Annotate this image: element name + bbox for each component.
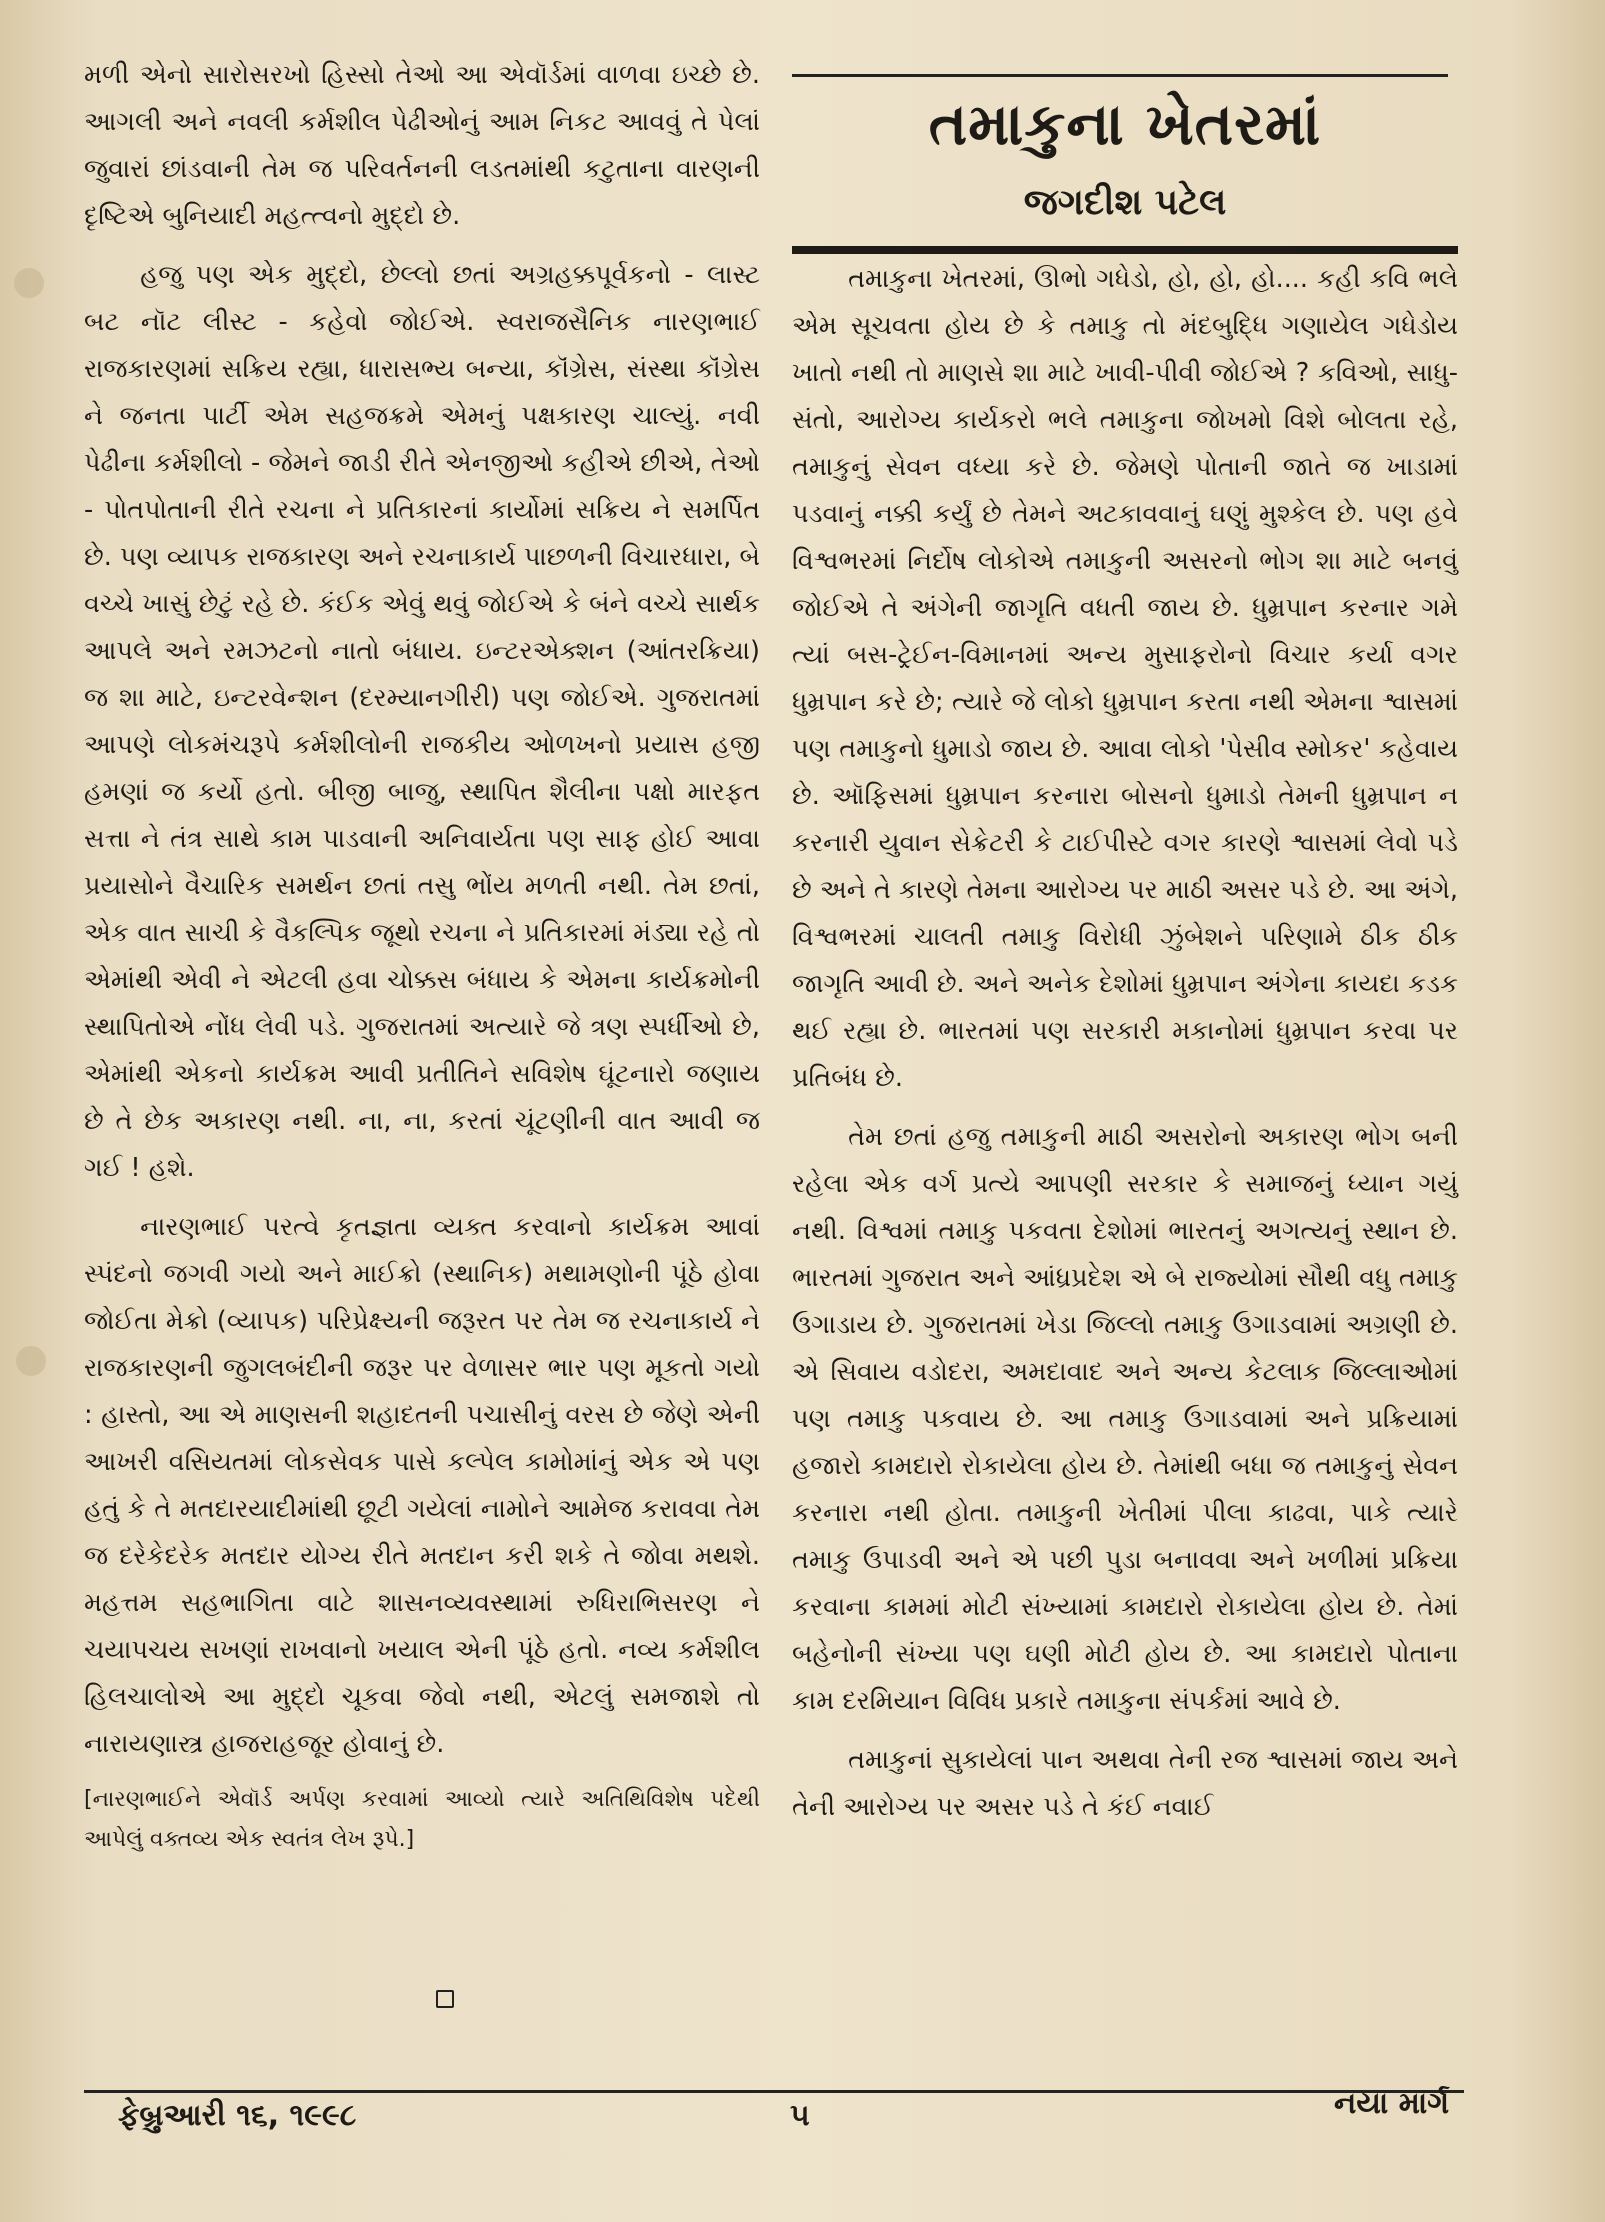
punch-hole [14, 268, 44, 298]
punch-hole [16, 1346, 46, 1376]
article-author: જગદીશ પટેલ [1023, 182, 1227, 223]
editorial-note: [નારણભાઈને એવૉર્ડ અર્પણ કરવામાં આવ્યો ત્યારે અતિથિવિશેષ પદેથી આપેલું વક્તવ્ય એક સ્વતંત્ર લેખ રૂપે.] [84, 1787, 760, 1852]
magazine-name: નયા માર્ગ [1334, 2086, 1450, 2121]
article-end-mark [436, 1990, 454, 2008]
footer-rule [84, 2090, 1464, 2093]
right-column [792, 232, 1458, 1843]
left-column [84, 52, 760, 1872]
left-paragraph-3: નારણભાઈ પરત્વે કૃતજ્ઞતા વ્યક્ત કરવાનો કાર્યક્રમ આવાં સ્પંદનો જગવી ગયો અને માઈક્રો (સ્થાનિક) મથામણોની પૂંઠે હોવા જોઈતા મેક્રો (વ્યાપક) પરિપ્રેક્ષ્યની જરૂરત પર તેમ જ રચનાકાર્ય ને રાજકારણની જુગલબંદીની જરૂર પર વેળાસર ભાર પણ મૂકતો ગયો : હાસ્તો, આ એ માણસની શહાદતની પચાસીનું વરસ છે જેણે એની આખરી વસિયતમાં લોકસેવક પાસે કલ્પેલ કામોમાંનું એક એ પણ હતું કે તે મતદારયાદીમાંથી છૂટી ગયેલાં નામોને આમેજ કરાવવા તેમ જ દરેકેદરેક મતદાર યોગ્ય રીતે મતદાન કરી શકે તે જોવા મથશે. મહત્તમ સહભાગિતા વાટે શાસનવ્યવસ્થામાં રુધિરાભિસરણ ને ચયાપચય સખણાં રાખવાનો ખયાલ એની પૂંઠે હતો. નવ્ય કર્મશીલ હિલચાલોએ આ મુદ્દો ચૂકવા જેવો નથી, એટલું સમજાશે તો નારાયણાસ્ત્ર હાજરાહજૂર હોવાનું છે. [84, 1212, 760, 1759]
article-paragraph-3: તમાકુનાં સુકાયેલાં પાન અથવા તેની રજ શ્વાસમાં જાય અને તેની આરોગ્ય પર અસર પડે તે કંઈ નવાઈ [792, 1745, 1458, 1822]
header-rule [792, 74, 1448, 77]
left-paragraph-1: મળી એનો સારોસરખો હિસ્સો તેઓ આ એવૉર્ડમાં વાળવા ઇચ્છે છે. આગલી અને નવલી કર્મશીલ પેઢીઓનું આમ નિકટ આવવું તે પેલાં જુવારાં છાંડવાની તેમ જ પરિવર્તનની લડતમાંથી કટુતાના વારણની દૃષ્ટિએ બુનિયાદી મહત્ત્વનો મુદ્દો છે. [84, 60, 760, 231]
left-paragraph-2: હજુ પણ એક મુદ્દો, છેલ્લો છતાં અગ્રહક્કપૂર્વકનો - લાસ્ટ બટ નૉટ લીસ્ટ - કહેવો જોઈએ. સ્વરાજસૈનિક નારણભાઈ રાજકારણમાં સક્રિય રહ્યા, ધારાસભ્ય બન્યા, કૉંગ્રેસ, સંસ્થા કૉંગ્રેસ ને જનતા પાર્ટી એમ સહજક્રમે એમનું પક્ષકારણ ચાલ્યું. નવી પેઢીના કર્મશીલો - જેમને જાડી રીતે એનજીઓ કહીએ છીએ, તેઓ - પોતપોતાની રીતે રચના ને પ્રતિકારનાં કાર્યોમાં સક્રિય ને સમર્પિત છે. પણ વ્યાપક રાજકારણ અને રચનાકાર્ય પાછળની વિચારધારા, બે વચ્ચે ખાસું છેટું રહે છે. કંઈક એવું થવું જોઈએ કે બંને વચ્ચે સાર્થક આપલે અને રમઝટનો નાતો બંધાય. ઇન્ટરએક્શન (આંતરક્રિયા) જ શા માટે, ઇન્ટરવેન્શન (દરમ્યાનગીરી) પણ જોઈએ. ગુજરાતમાં આપણે લોકમંચરૂપે કર્મશીલોની રાજકીય ઓળખનો પ્રયાસ હજી હમણાં જ કર્યો હતો. બીજી બાજુ, સ્થાપિત શૈલીના પક્ષો મારફત સત્તા ને તંત્ર સાથે કામ પાડવાની અનિવાર્યતા પણ સાફ હોઈ આવા પ્રયાસોને વૈચારિક સમર્થન છતાં તસુ ભોંય મળતી નથી. તેમ છતાં, એક વાત સાચી કે વૈકલ્પિક જૂથો રચના ને પ્રતિકારમાં મંડ્યા રહે તો એમાંથી એવી ને એટલી હવા ચોક્કસ બંધાય કે એમના કાર્યક્રમોની સ્થાપિતોએ નોંધ લેવી પડે. ગુજરાતમાં અત્યારે જે ત્રણ સ્પર્ધીઓ છે, એમાંથી એકનો કાર્યક્રમ આવી પ્રતીતિને સવિશેષ ઘૂંટનારો જણાય છે તે છેક અકારણ નથી. ના, ના, કરતાં ચૂંટણીની વાત આવી જ ગઈ ! હશે. [84, 260, 760, 1183]
article-paragraph-1: તમાકુના ખેતરમાં, ઊભો ગધેડો, હો, હો, હો.... કહી કવિ ભલે એમ સૂચવતા હોય છે કે તમાકુ તો મંદબુદ્ધિ ગણાયેલ ગધેડોય ખાતો નથી તો માણસે શા માટે ખાવી-પીવી જોઈએ ? કવિઓ, સાધુ-સંતો, આરોગ્ય કાર્યકરો ભલે તમાકુના જોખમો વિશે બોલતા રહે, તમાકુનું સેવન વધ્યા કરે છે. જેમણે પોતાની જાતે જ ખાડામાં પડવાનું નક્કી કર્યું છે તેમને અટકાવવાનું ઘણું મુશ્કેલ છે. પણ હવે વિશ્વભરમાં નિર્દોષ લોકોએ તમાકુની અસરનો ભોગ શા માટે બનવું જોઈએ તે અંગેની જાગૃતિ વધતી જાય છે. ધુમ્રપાન કરનાર ગમે ત્યાં બસ-ટ્રેઈન-વિમાનમાં અન્ય મુસાફરોનો વિચાર કર્યા વગર ધુમ્રપાન કરે છે; ત્યારે જે લોકો ધુમ્રપાન કરતા નથી એમના શ્વાસમાં પણ તમાકુનો ધુમાડો જાય છે. આવા લોકો 'પેસીવ સ્મોકર' કહેવાય છે. ઑફિસમાં ધુમ્રપાન કરનારા બોસનો ધુમાડો તેમની ધુમ્રપાન ન કરનારી યુવાન સેક્રેટરી કે ટાઈપીસ્ટે વગર કારણે શ્વાસમાં લેવો પડે છે અને તે કારણે તેમના આરોગ્ય પર માઠી અસર પડે છે. આ અંગે, વિશ્વભરમાં ચાલતી તમાકુ વિરોધી ઝુંબેશને પરિણામે ઠીક ઠીક જાગૃતિ આવી છે. અને અનેક દેશોમાં ધુમ્રપાન અંગેના કાયદા કડક થઈ રહ્યા છે. ભારતમાં પણ સરકારી મકાનોમાં ધુમ્રપાન કરવા પર પ્રતિબંધ છે. [792, 264, 1458, 1093]
article-title: તમાકુના ખેતરમાં [928, 90, 1322, 158]
article-paragraph-2: તેમ છતાં હજુ તમાકુની માઠી અસરોનો અકારણ ભોગ બની રહેલા એક વર્ગ પ્રત્યે આપણી સરકાર કે સમાજનું ધ્યાન ગયું નથી. વિશ્વમાં તમાકુ પકવતા દેશોમાં ભારતનું અગત્યનું સ્થાન છે. ભારતમાં ગુજરાત અને આંધ્રપ્રદેશ એ બે રાજ્યોમાં સૌથી વધુ તમાકુ ઉગાડાય છે. ગુજરાતમાં ખેડા જિલ્લો તમાકુ ઉગાડવામાં અગ્રણી છે. એ સિવાય વડોદરા, અમદાવાદ અને અન્ય કેટલાક જિલ્લાઓમાં પણ તમાકુ પકવાય છે. આ તમાકુ ઉગાડવામાં અને પ્રક્રિયામાં હજારો કામદારો રોકાયેલા હોય છે. તેમાંથી બધા જ તમાકુનું સેવન કરનારા નથી હોતા. તમાકુની ખેતીમાં પીલા કાઢવા, પાકે ત્યારે તમાકુ ઉપાડવી અને એ પછી પુડા બનાવવા અને ખળીમાં પ્રક્રિયા કરવાના કામમાં મોટી સંખ્યામાં કામદારો રોકાયેલા હોય છે. તેમાં બહેનોની સંખ્યા પણ ઘણી મોટી હોય છે. આ કામદારો પોતાના કામ દરમિયાન વિવિધ પ્રકારે તમાકુના સંપર્કમાં આવે છે. [792, 1122, 1458, 1716]
issue-date: ફેબ્રુઆરી ૧૬, ૧૯૯૮ [118, 2098, 357, 2133]
page-number: ૫ [790, 2098, 810, 2133]
